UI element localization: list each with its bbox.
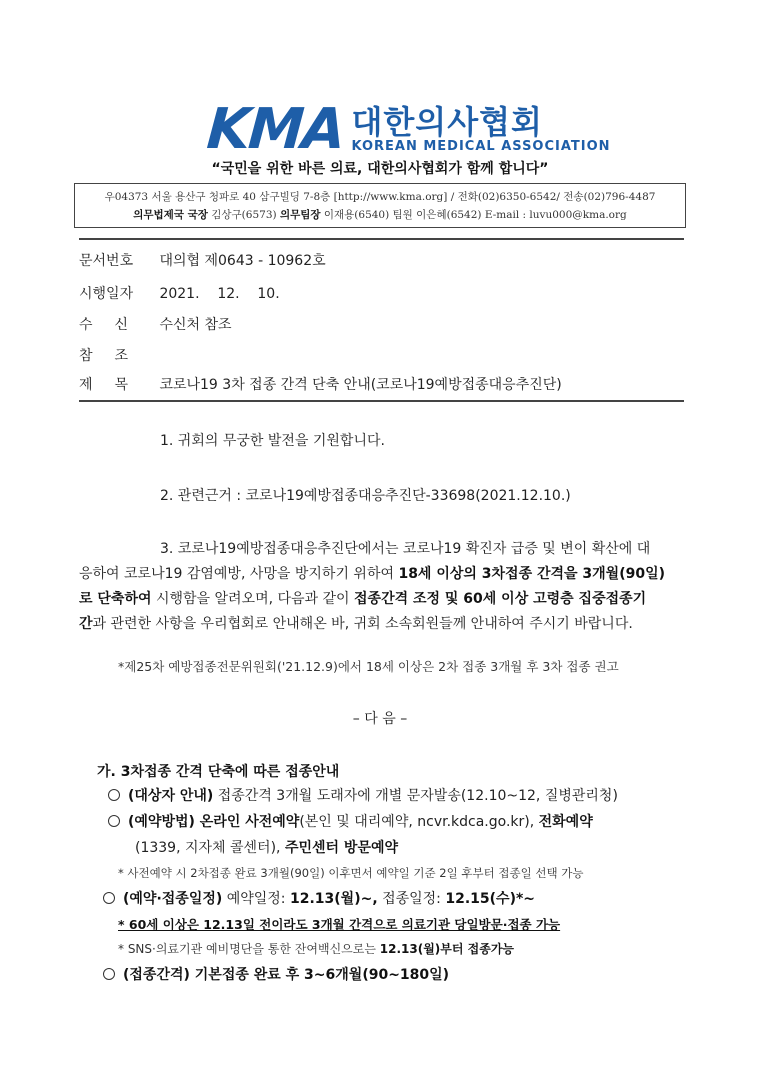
subject-label: 제목 <box>79 377 151 393</box>
contact-1-value: 김상구(6573) <box>211 209 277 221</box>
item-2-label: (예약방법) 온라인 사전예약 <box>128 814 300 830</box>
item-1-label: (대상자 안내) <box>128 788 214 804</box>
item-3-reserve-date: 12.13(월)~, <box>289 891 378 907</box>
item-4-label: (접종간격) 기본접종 완료 후 3~6개월(90~180일) <box>123 967 450 983</box>
header-rule-bottom <box>79 400 684 402</box>
logo-english-name: KOREAN MEDICAL ASSOCIATION <box>351 139 611 154</box>
kma-logo <box>204 97 611 162</box>
contact-2-value: 이재용(6540) 팀원 이은혜(6542) E-mail : luvu000@kma.org <box>323 209 627 221</box>
p3-line3-bold-a: 로 단축하여 <box>79 591 152 607</box>
date-value: 2021. 12. 10. <box>159 286 280 302</box>
logo-korean-name: 대한의사협회 <box>351 103 543 141</box>
paragraph-2: 2. 관련근거 : 코로나19예방접종대응추진단-33698(2021.12.10.) <box>160 488 571 504</box>
paragraph-3-line-1: 3. 코로나19예방접종대응추진단에서는 코로나19 확진자 급증 및 변이 확산에 대 <box>160 541 651 557</box>
circle-bullet-icon <box>108 815 120 827</box>
circle-bullet-icon <box>103 892 115 904</box>
recipient-label: 수신 <box>79 317 151 333</box>
item-3 <box>103 888 535 908</box>
item-2-line2-bold: 주민센터 방문예약 <box>284 840 399 856</box>
item-3-note-1: * 60세 이상은 12.13일 전이라도 3개월 간격으로 의료기관 당일방문·접종 가능 <box>118 917 561 932</box>
circle-bullet-icon <box>103 968 115 980</box>
item-3-label: (예약·접종일정) <box>123 891 223 907</box>
contact-1-label: 의무법제국 국장 <box>133 209 208 221</box>
item-2-text: (본인 및 대리예약, ncvr.kdca.go.kr), <box>299 814 539 830</box>
p3-line3-text: 시행함을 알려오며, 다음과 같이 <box>151 591 355 607</box>
logo-kma-text: KMA <box>204 97 346 162</box>
address-line: 우04373 서울 용산구 청파로 40 삼구빌딩 7-8층 [http://www.kma.org] / 전화(02)6350-6542/ 전송(02)796-4487 <box>104 191 656 203</box>
next-marker: – 다 음 – <box>352 711 408 727</box>
address-box <box>74 183 686 228</box>
subject-row <box>79 374 562 394</box>
recipient-value: 수신처 참조 <box>159 317 232 333</box>
date-label: 시행일자 <box>79 286 134 302</box>
section-ga-heading: 가. 3차접종 간격 단축에 따른 접종안내 <box>97 764 340 780</box>
contact-line <box>75 207 685 222</box>
doc-number-row <box>79 250 326 270</box>
item-3-note-2-text: * SNS·의료기관 예비명단을 통한 잔여백신으로는 <box>118 942 380 956</box>
item-2-line2-text: (1339, 지자체 콜센터), <box>135 840 285 856</box>
paragraph-3-line-4 <box>79 613 633 633</box>
item-1-text: 접종간격 3개월 도래자에 개별 문자발송(12.10~12, 질병관리청) <box>213 788 618 804</box>
circle-bullet-icon <box>108 789 120 801</box>
paragraph-1: 1. 귀회의 무궁한 발전을 기원합니다. <box>160 433 385 449</box>
committee-note: *제25차 예방접종전문위원회('21.12.9)에서 18세 이상은 2차 접종 3개월 후 3차 접종 권고 <box>118 659 619 674</box>
item-2-note: * 사전예약 시 2차접종 완료 3개월(90일) 이후면서 예약일 기준 2일 후부터 접종일 선택 가능 <box>118 866 584 880</box>
subject-value: 코로나19 3차 접종 간격 단축 안내(코로나19예방접종대응추진단) <box>159 377 562 393</box>
doc-number-value: 대의협 제0643 - 10962호 <box>159 253 326 269</box>
date-row <box>79 283 280 303</box>
item-3-note-2-bold: 12.13(월)부터 접종가능 <box>379 942 515 956</box>
contact-2-label: 의무팀장 <box>279 209 321 221</box>
reference-label: 참조 <box>79 348 151 364</box>
recipient-row <box>79 314 232 334</box>
item-3-note-2 <box>118 940 514 957</box>
header-rule-top <box>79 238 684 240</box>
p3-line2-bold: 18세 이상의 3차접종 간격을 3개월(90일) <box>398 566 666 582</box>
item-2-line-2 <box>135 837 398 857</box>
p3-line2-text: 응하여 코로나19 감염예방, 사망을 방지하기 위하여 <box>79 566 399 582</box>
item-2 <box>108 811 593 831</box>
p3-line4-bold: 간 <box>79 616 93 632</box>
p3-line4-text: 과 관련한 사항을 우리협회로 안내해온 바, 귀회 소속회원들께 안내하여 주시기 바랍니다. <box>92 616 633 632</box>
item-1 <box>108 785 618 805</box>
item-3-vaccinate-date: 12.15(수)*~ <box>445 891 536 907</box>
doc-number-label: 문서번호 <box>79 253 134 269</box>
item-3-text-c: 접종일정: <box>377 891 446 907</box>
paragraph-3-line-2 <box>79 563 665 583</box>
item-3-text-a: 예약일정: <box>222 891 290 907</box>
reference-row <box>79 345 159 365</box>
slogan: “국민을 위한 바른 의료, 대한의사협회가 함께 합니다” <box>211 161 549 177</box>
item-4 <box>103 964 449 984</box>
item-2-phone: 전화예약 <box>538 814 593 830</box>
p3-line3-bold-c: 접종간격 조정 및 60세 이상 고령층 집중접종기 <box>354 591 647 607</box>
paragraph-3-line-3 <box>79 588 646 608</box>
